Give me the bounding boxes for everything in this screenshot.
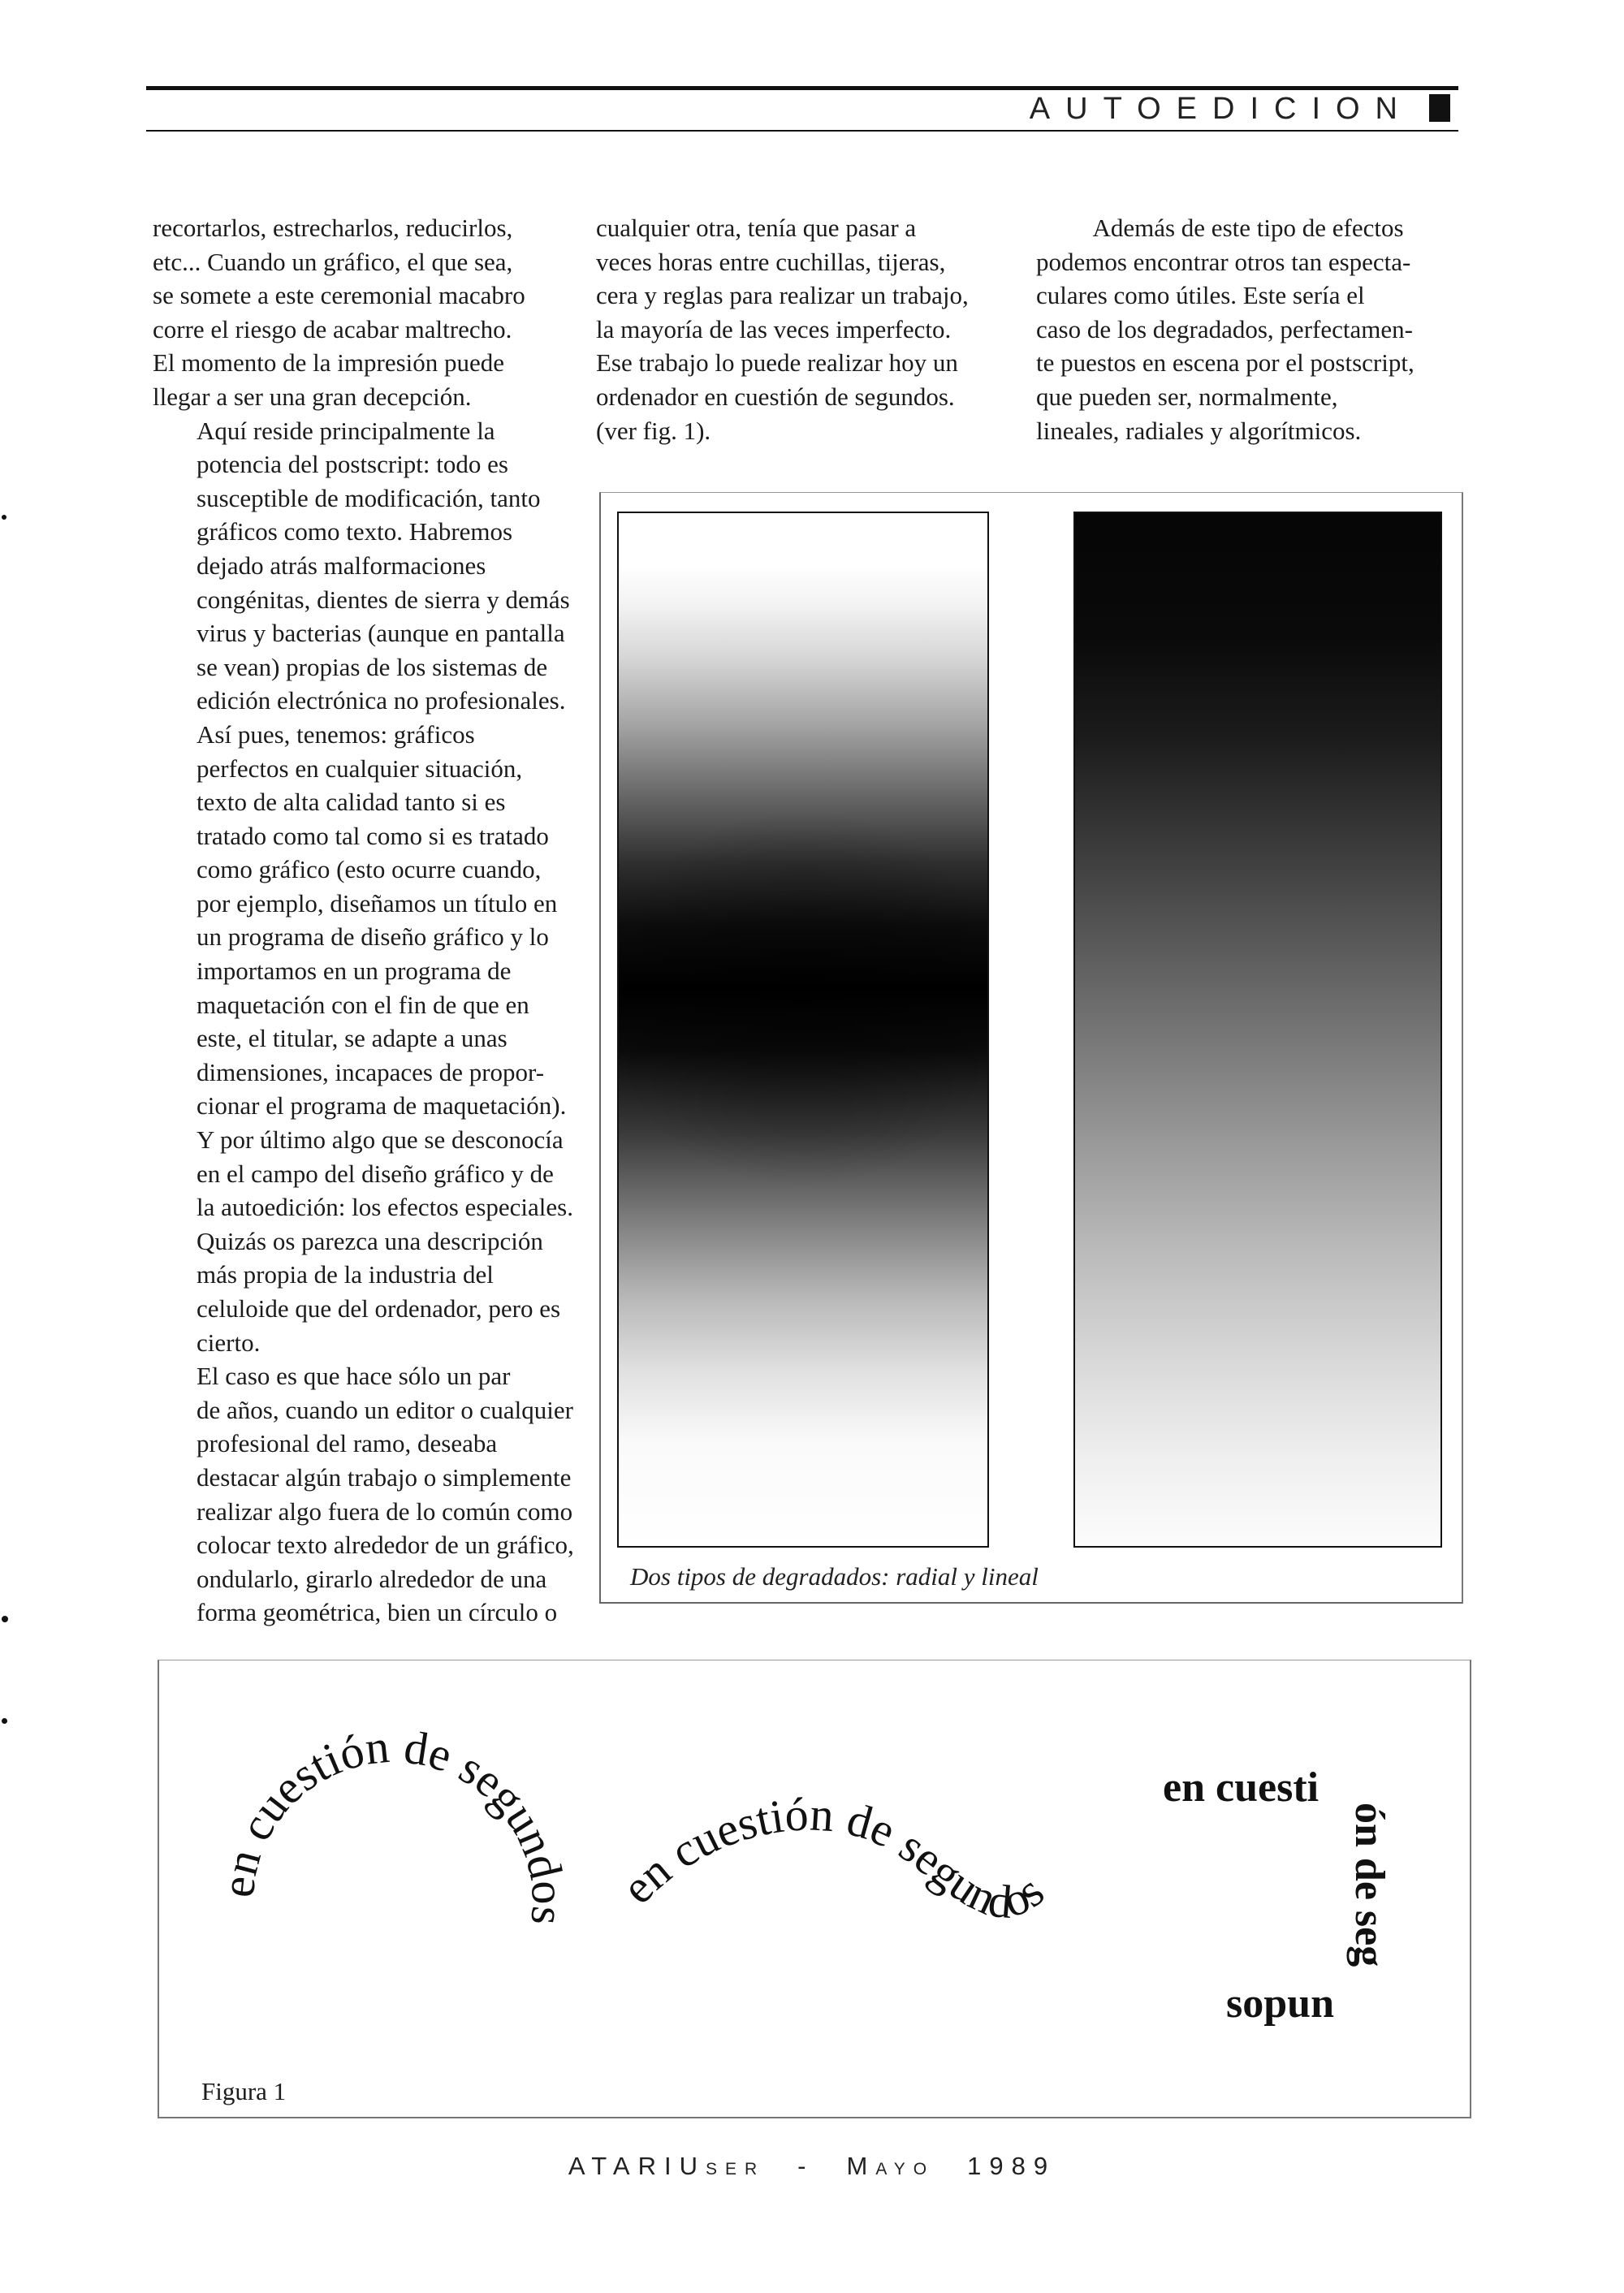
footer-month-rest: AYO — [875, 2160, 935, 2179]
text-line: dejado atrás malformaciones — [197, 551, 486, 580]
text-line: Así pues, tenemos: gráficos — [197, 719, 475, 749]
text-line: un programa de diseño gráfico y lo — [197, 922, 549, 952]
text-line: realizar algo fuera de lo común como — [197, 1496, 573, 1526]
scan-speck — [2, 515, 6, 520]
text-line: (ver fig. 1). — [596, 416, 711, 445]
text-line: ordenador en cuestión de segundos. — [596, 382, 955, 411]
footer-magazine-b: SER — [705, 2160, 766, 2179]
text-line: colocar texto alrededor de un gráfico, — [197, 1531, 574, 1560]
header-rule-top — [146, 86, 1458, 90]
text-line: virus y bacterias (aunque en pantalla — [197, 619, 565, 648]
scan-speck — [2, 1718, 7, 1724]
header-block-mark — [1429, 94, 1450, 122]
radial-gradient-panel — [617, 512, 989, 1548]
page-footer — [0, 2152, 1624, 2181]
column-3 — [1036, 211, 1460, 447]
text-line: podemos encontrar otros tan especta- — [1036, 247, 1411, 276]
text-line: cera y reglas para realizar un trabajo, — [596, 281, 969, 310]
footer-magazine-a: ATARIU — [568, 2152, 706, 2180]
text-line: en el campo del diseño gráfico y de — [197, 1159, 554, 1188]
scan-speck — [2, 1616, 8, 1622]
text-line: gráficos como texto. Habremos — [197, 517, 513, 546]
column-1 — [153, 211, 574, 1630]
section-title: AUTOEDICION — [1029, 92, 1413, 126]
text-line: forma geométrica, bien un círculo o — [197, 1598, 558, 1627]
text-line: este, el titular, se adapte a unas — [197, 1024, 508, 1053]
wave-text-effect: en cuestión de segundos — [611, 1787, 1054, 1929]
text-line: veces horas entre cuchillas, tijeras, — [596, 247, 946, 276]
footer-year: 1989 — [967, 2152, 1056, 2180]
footer-separator: - — [797, 2152, 814, 2180]
text-line: celuloide que del ordenador, pero es — [197, 1294, 561, 1323]
text-line: lineales, radiales y algorítmicos. — [1036, 416, 1362, 445]
text-line: maquetación con el fin de que en — [197, 990, 529, 1019]
circle-text-effect: en cuestión de segundos — [210, 1719, 576, 1928]
text-line: la mayoría de las veces imperfecto. — [596, 314, 952, 343]
column-2 — [596, 211, 1018, 447]
square-text-top: en cuesti — [1163, 1764, 1320, 1811]
text-line: corre el riesgo de acabar maltrecho. — [153, 314, 512, 343]
text-line: Aquí reside principalmente la — [197, 416, 495, 445]
text-line: recortarlos, estrecharlos, reducirlos, — [153, 214, 513, 242]
text-line: susceptible de modificación, tanto — [197, 483, 541, 512]
text-line: El momento de la impresión puede — [153, 348, 505, 378]
text-line: ondularlo, girarlo alrededor de una — [197, 1564, 547, 1593]
text-line: perfectos en cualquier situación, — [197, 754, 523, 783]
footer-month-initial: M — [846, 2152, 876, 2180]
text-line: culares como útiles. Este sería el — [1036, 281, 1365, 310]
text-line: más propia de la industria del — [197, 1260, 494, 1289]
paragraph — [153, 1359, 574, 1630]
text-line: profesional del ramo, deseaba — [197, 1429, 498, 1458]
gradient-figure-caption: Dos tipos de degradados: radial y lineal — [630, 1562, 1039, 1591]
text-line: Y por último algo que se desconocía — [197, 1125, 564, 1155]
text-line: te puestos en escena por el postscript, — [1036, 348, 1415, 378]
header-rule-bottom — [146, 130, 1458, 132]
text-line: edición electrónica no profesionales. — [197, 686, 566, 715]
figure-1-frame — [158, 1660, 1471, 2118]
text-line: importamos en un programa de — [197, 956, 512, 986]
text-line: caso de los degradados, perfectamen- — [1036, 314, 1413, 343]
text-line: congénitas, dientes de sierra y demás — [197, 585, 570, 614]
text-line: Además de este tipo de efectos — [1092, 214, 1404, 242]
text-line: etc... Cuando un gráfico, el que sea, — [153, 247, 513, 276]
text-line: se vean) propias de los sistemas de — [197, 652, 548, 681]
text-line: tratado como tal como si es tratado — [197, 821, 549, 850]
text-line: de años, cuando un editor o cualquier — [197, 1395, 573, 1424]
text-line: potencia del postscript: todo es — [197, 450, 508, 479]
text-line: se somete a este ceremonial macabro — [153, 281, 525, 310]
text-line: por ejemplo, diseñamos un título en — [197, 888, 558, 918]
text-line: cierto. — [197, 1328, 261, 1357]
text-line: la autoedición: los efectos especiales. — [197, 1193, 573, 1222]
text-line: El caso es que hace sólo un par — [197, 1362, 511, 1391]
text-line: Quizás os parezca una descripción — [197, 1226, 543, 1255]
square-text-bottom: sopun — [1226, 1980, 1334, 2027]
text-line: cualquier otra, tenía que pasar a — [596, 214, 917, 242]
text-line: dimensiones, incapaces de propor- — [197, 1057, 545, 1086]
text-line: cionar el programa de maquetación). — [197, 1091, 567, 1121]
paragraph — [153, 414, 570, 718]
text-line: llegar a ser una gran decepción. — [153, 382, 472, 411]
text-line: como gráfico (esto ocurre cuando, — [197, 855, 542, 884]
text-line: que pueden ser, normalmente, — [1036, 382, 1338, 411]
text-line: Ese trabajo lo puede realizar hoy un — [596, 348, 958, 378]
paragraph — [153, 211, 567, 414]
square-text-right: ón de seg — [1346, 1803, 1393, 1967]
paragraph — [153, 718, 573, 1359]
linear-gradient-panel — [1073, 512, 1442, 1548]
text-line: destacar algún trabajo o simplemente — [197, 1462, 572, 1492]
figure-1-label: Figura 1 — [201, 2077, 287, 2105]
text-line: texto de alta calidad tanto si es — [197, 788, 506, 817]
